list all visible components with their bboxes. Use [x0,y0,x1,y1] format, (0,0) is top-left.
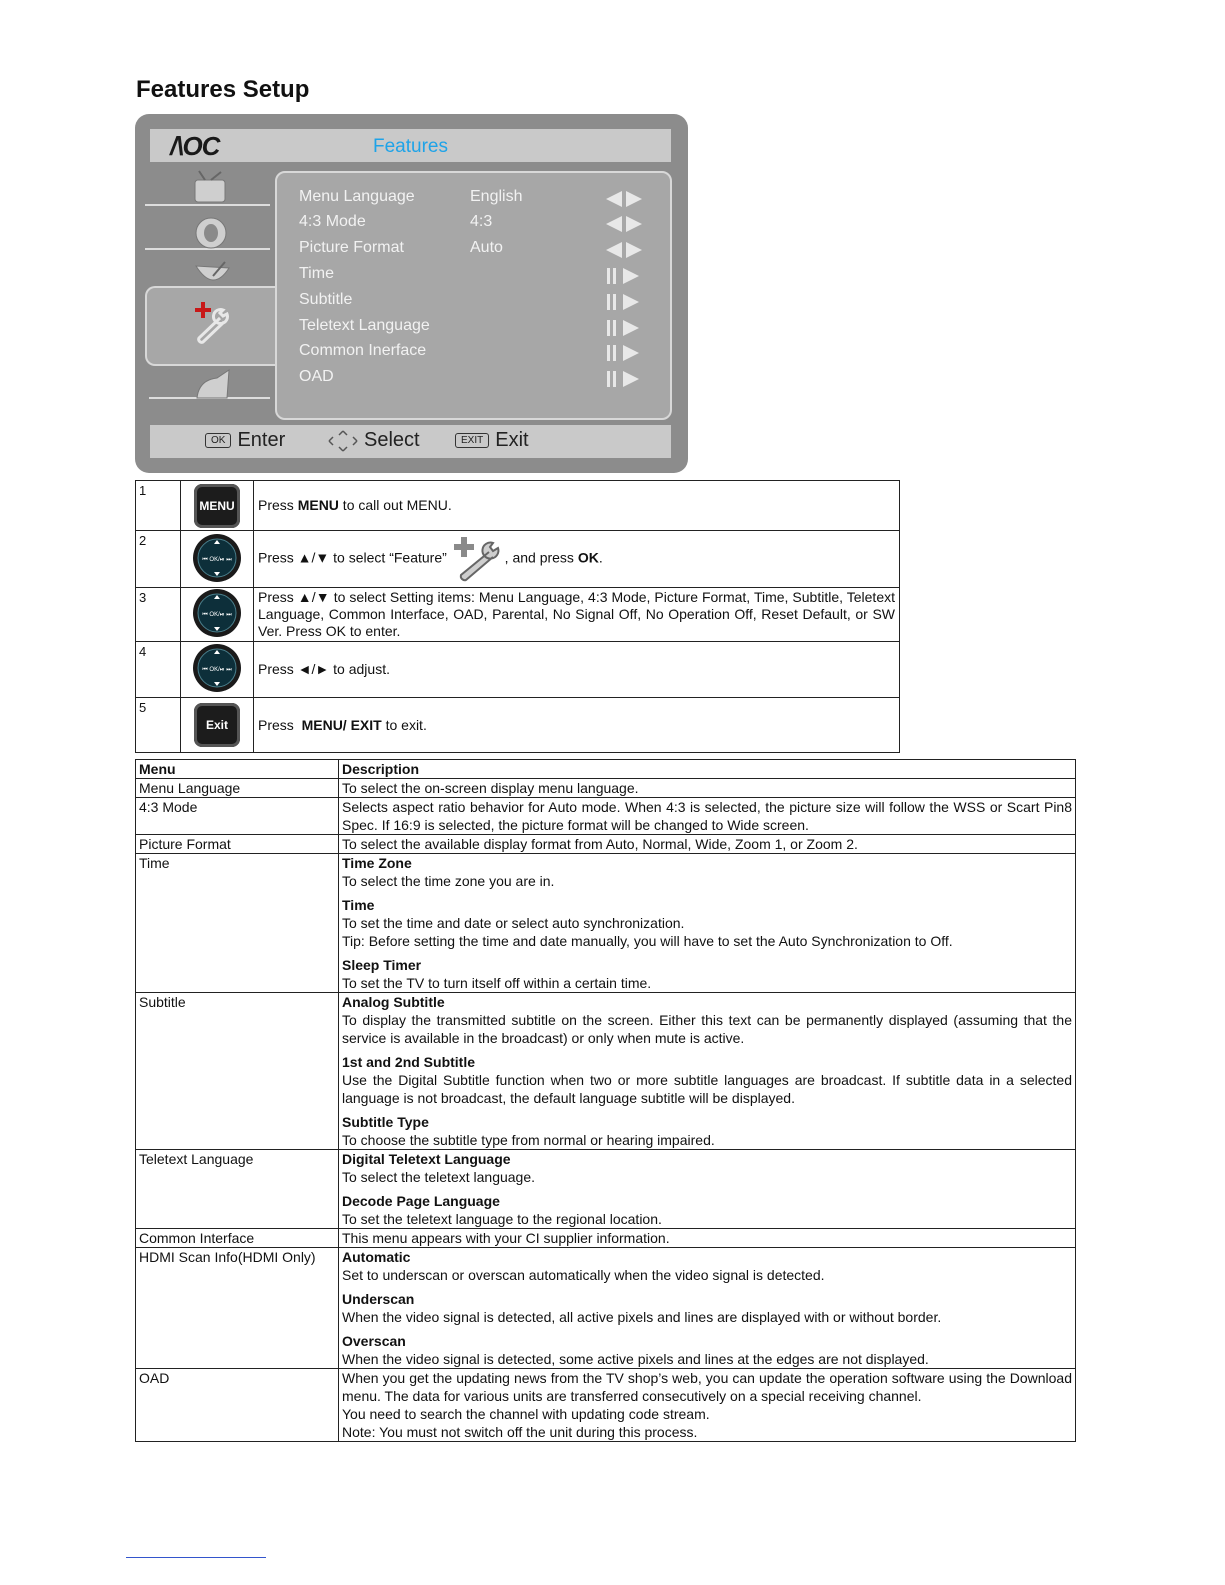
description-cell [339,1248,1076,1369]
step-text-part: to call out MENU. [338,497,452,513]
column-header-menu: Menu [136,760,339,779]
features-wrench-icon [451,535,505,583]
osd-row-common-interface[interactable] [299,342,669,364]
column-header-description: Description [339,760,1076,779]
description-text: Tip: Before setting the time and date manually, you will have to set the Auto Synchronization to Off. [342,933,953,949]
footer-select [328,429,420,452]
osd-row-teletext-language[interactable] [299,317,669,339]
osd-row-label: Subtitle [299,291,353,308]
menu-cell: 4:3 Mode [136,798,339,835]
description-text: When the video signal is detected, some active pixels and lines at the edges are not displayed. [342,1351,929,1367]
step-text-bold: MENU/ EXIT [301,716,382,733]
features-osd-screenshot [135,114,688,473]
osd-row-label: Time [299,265,334,282]
step-row [136,531,900,588]
osd-row-label: 4:3 Mode [299,213,366,230]
description-text: To display the transmitted subtitle on the screen. Either this text can be permanently displayed (assuming that the service is available in the broadcast) or only when mute is active. [342,1012,1072,1046]
osd-title: Features [373,136,448,157]
sub-heading: Decode Page Language [342,1193,500,1209]
step-row [136,642,900,698]
left-right-arrows-icon [605,190,645,208]
table-row [136,993,1076,1150]
table-row [136,1369,1076,1442]
sub-heading: Overscan [342,1333,406,1349]
ok-key-icon: OK [205,433,231,448]
description-cell [339,854,1076,993]
table-row [136,798,1076,835]
navigation-pad-icon [192,588,242,638]
step-text-part: Press [258,497,298,513]
menu-cell: Picture Format [136,835,339,854]
step-number: 2 [136,531,181,588]
step-icon-cell [181,698,254,753]
step-number: 1 [136,481,181,531]
osd-row-oad[interactable] [299,368,669,390]
footer-select-label: Select [364,429,420,451]
description-text: To select the teletext language. [342,1169,536,1185]
table-row [136,1150,1076,1229]
footer-rule [126,1557,266,1558]
step-text: Press ▲/▼ to select Setting items: Menu Language, 4:3 Mode, Picture Format, Time, Subtitle, Teletext Language, Common Interface, OAD, Parental, No Signal Off, No Operation Off, Reset Default, or SW Ver. Press OK to enter. [254,588,900,642]
osd-row-time[interactable] [299,265,669,287]
step-row [136,698,900,753]
direction-pad-icon [328,430,358,452]
description-cell: This menu appears with your CI supplier information. [339,1229,1076,1248]
description-cell: To select the available display format from Auto, Normal, Wide, Zoom 1, or Zoom 2. [339,835,1076,854]
menu-button-icon: MENU [194,484,240,528]
speaker-icon[interactable] [191,215,233,249]
step-row [136,481,900,531]
step-icon-cell [181,642,254,698]
menu-description-table [135,759,1076,1442]
sub-heading: Subtitle Type [342,1114,429,1130]
step-text-bold: OK [577,549,599,566]
description-text: Use the Digital Subtitle function when two or more subtitle languages are broadcast. If subtitle data in a selected language is not broadcast, the default language subtitle will be displayed. [342,1072,1072,1106]
table-row [136,835,1076,854]
description-text: You need to search the channel with updating code stream. [342,1406,710,1422]
exit-button-icon: Exit [194,703,240,747]
osd-menu-panel [275,171,672,420]
osd-row-menu-language[interactable] [299,188,669,210]
sub-heading: Time [342,897,375,913]
step-text-part: . [598,549,603,566]
menu-cell: HDMI Scan Info(HDMI Only) [136,1248,339,1369]
menu-cell: Menu Language [136,779,339,798]
step-number: 5 [136,698,181,753]
step-row [136,588,900,642]
osd-footer [150,425,671,458]
step-number: 3 [136,588,181,642]
description-cell [339,993,1076,1150]
sidebar-divider [145,204,270,206]
osd-row-subtitle[interactable] [299,291,669,313]
description-text: To choose the subtitle type from normal or hearing impaired. [342,1132,715,1148]
wrench-icon[interactable] [189,300,235,344]
footer-exit-label: Exit [495,429,529,451]
step-text [254,531,900,588]
sub-heading: Digital Teletext Language [342,1151,511,1167]
dpad-label: ⏮ OK/⏯ ⏭ [202,667,232,673]
dpad-label: ⏮ OK/⏯ ⏭ [202,556,232,563]
description-cell: To select the on-screen display menu language. [339,779,1076,798]
table-row [136,1229,1076,1248]
left-right-arrows-icon [605,241,645,259]
lock-icon[interactable] [191,366,233,400]
enter-arrow-icon [605,344,645,362]
table-row [136,779,1076,798]
step-icon-cell [181,531,254,588]
description-cell [339,1369,1076,1442]
enter-arrow-icon [605,293,645,311]
description-text: Note: You must not switch off the unit during this process. [342,1424,698,1440]
tv-icon[interactable] [191,170,233,204]
sub-heading: Sleep Timer [342,957,422,973]
table-row [136,854,1076,993]
menu-cell: Common Interface [136,1229,339,1248]
osd-row-4-3-mode[interactable] [299,213,669,235]
description-text: When you get the updating news from the TV shop’s web, you can update the operation software using the Download menu. The data for various units are transferred consecutively on a special receiving channel. [342,1370,1072,1404]
description-cell [339,798,1076,835]
osd-row-value: 4:3 [470,213,493,230]
description-text: Selects aspect ratio behavior for Auto mode. When 4:3 is selected, the picture size will follow the WSS or Scart Pin8 Spec. If 16:9 is selected, the picture format will be changed to Wide screen. [342,799,1072,833]
sub-heading: Underscan [342,1291,415,1307]
step-text: Press ◄/► to adjust. [254,642,900,698]
osd-row-label: Teletext Language [299,317,430,334]
table-header-row [136,760,1076,779]
description-cell [339,1150,1076,1229]
sub-heading: Analog Subtitle [342,994,445,1010]
description-text: To select the time zone you are in. [342,873,555,889]
aoc-logo: /\OC [170,131,220,161]
exit-key-icon: EXIT [455,433,489,448]
footer-exit [455,429,529,452]
osd-row-value: Auto [470,239,503,256]
menu-cell: OAD [136,1369,339,1442]
sub-heading: Automatic [342,1249,411,1265]
step-number: 4 [136,642,181,698]
description-text: To set the TV to turn itself off within a certain time. [342,975,652,991]
page-title: Features Setup [136,76,310,103]
enter-arrow-icon [605,319,645,337]
osd-row-picture-format[interactable] [299,239,669,261]
step-text-part: , and press [504,549,578,566]
menu-cell: Teletext Language [136,1150,339,1229]
osd-row-value: English [470,188,523,205]
description-text: To set the time and date or select auto synchronization. [342,915,685,931]
left-right-arrows-icon [605,215,645,233]
enter-arrow-icon [605,267,645,285]
sub-heading: 1st and 2nd Subtitle [342,1054,476,1070]
table-row [136,1248,1076,1369]
step-text-part: Press ▲/▼ to select “Feature” [258,549,447,566]
description-text: Set to underscan or overscan automatically when the video signal is detected. [342,1267,825,1283]
footer-enter [205,429,285,452]
dpad-label: ⏮ OK/⏯ ⏭ [202,612,232,618]
description-text: To set the teletext language to the regional location. [342,1211,662,1227]
navigation-pad-icon [192,533,242,583]
description-text: When the video signal is detected, all active pixels and lines are displayed with or without border. [342,1309,942,1325]
osd-row-label: Picture Format [299,239,404,256]
osd-row-label: Menu Language [299,188,415,205]
osd-row-label: Common Inerface [299,342,427,359]
sub-heading: Time Zone [342,855,412,871]
menu-cell: Time [136,854,339,993]
step-text [254,698,900,753]
step-icon-cell [181,588,254,642]
navigation-pad-icon [192,643,242,693]
enter-arrow-icon [605,370,645,388]
step-text [254,481,900,531]
step-text-bold: MENU [297,497,339,513]
osd-header [150,129,671,162]
osd-row-label: OAD [299,368,334,385]
step-icon-cell [181,481,254,531]
steps-table [135,480,900,753]
footer-enter-label: Enter [237,429,286,451]
step-text-part: to exit. [381,716,427,733]
menu-cell: Subtitle [136,993,339,1150]
step-text-part: Press [258,716,302,733]
